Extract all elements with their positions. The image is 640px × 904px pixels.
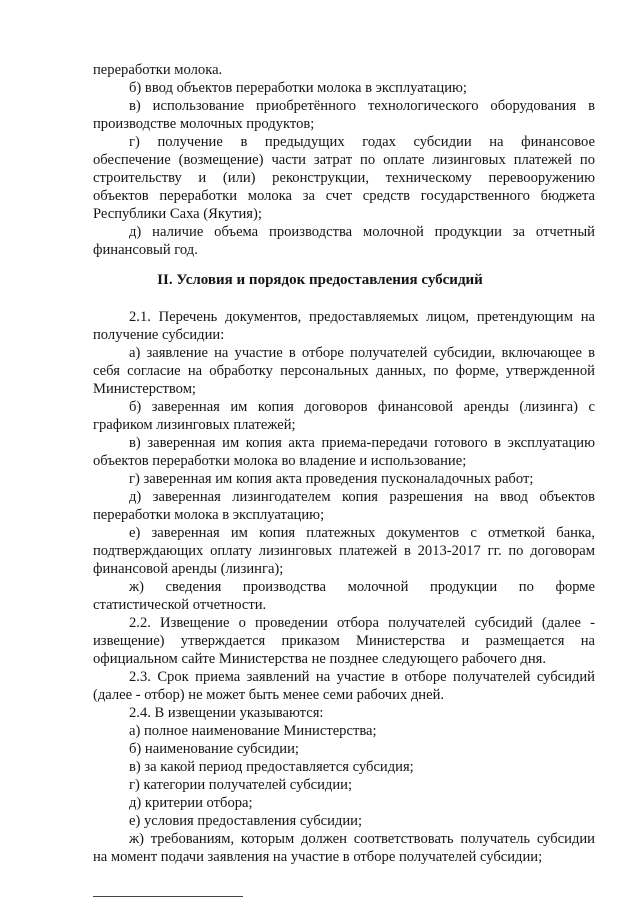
text-line: переработки молока в эксплуатацию; bbox=[93, 507, 325, 523]
text-line: обеспечение (возмещение) части затрат по оплате лизинговых платежей по bbox=[93, 152, 595, 168]
text-line: официальном сайте Министерства не позднее следующего рабочего дня. bbox=[93, 651, 547, 667]
footer-rule bbox=[93, 896, 243, 897]
text-line: себя согласие на обработку персональных данных, по форме, утвержденной bbox=[93, 363, 595, 379]
text-line: б) ввод объектов переработки молока в эксплуатацию; bbox=[129, 80, 467, 96]
text-line: получение субсидии: bbox=[93, 327, 225, 343]
text-line: в) заверенная им копия акта приема-передачи готового в эксплуатацию bbox=[129, 435, 595, 451]
text-line: графиком лизинговых платежей; bbox=[93, 417, 296, 433]
text-line: 2.4. В извещении указываются: bbox=[129, 705, 324, 721]
text-line: финансовой аренды (лизинга); bbox=[93, 561, 284, 577]
text-line: финансовый год. bbox=[93, 242, 198, 258]
text-line: в) использование приобретённого технологического оборудования в bbox=[129, 98, 595, 114]
text-line: д) критерии отбора; bbox=[129, 795, 253, 811]
text-line: производстве молочных продуктов; bbox=[93, 116, 315, 132]
text-line: б) наименование субсидии; bbox=[129, 741, 299, 757]
text-line: б) заверенная им копия договоров финансовой аренды (лизинга) с bbox=[129, 399, 595, 415]
text-line: объектов переработки молока во владение и использование; bbox=[93, 453, 467, 469]
text-line: переработки молока. bbox=[93, 62, 223, 78]
text-line: на момент подачи заявления на участие в отборе получателей субсидии; bbox=[93, 849, 543, 865]
text-line: подтверждающих оплату лизинговых платежей в 2013-2017 гг. по договорам bbox=[93, 543, 595, 559]
text-line: объектов переработки молока за счет средств государственного бюджета bbox=[93, 188, 595, 204]
text-line: е) заверенная им копия платежных документов с отметкой банка, bbox=[129, 525, 595, 541]
text-line: г) получение в предыдущих годах субсидии на финансовое bbox=[129, 134, 595, 150]
text-line: ж) сведения производства молочной продукции по форме bbox=[129, 579, 595, 595]
text-line: г) заверенная им копия акта проведения пусконаладочных работ; bbox=[129, 471, 534, 487]
text-line: г) категории получателей субсидии; bbox=[129, 777, 353, 793]
text-line: строительству и (или) реконструкции, техническому перевооружению bbox=[93, 170, 595, 186]
text-line: Республики Саха (Якутия); bbox=[93, 206, 262, 222]
text-line: статистической отчетности. bbox=[93, 597, 267, 613]
text-line: а) заявление на участие в отборе получателей субсидии, включающее в bbox=[129, 345, 595, 361]
text-line: 2.2. Извещение о проведении отбора получателей субсидий (далее - bbox=[129, 615, 595, 631]
text-line: ж) требованиям, которым должен соответствовать получатель субсидии bbox=[129, 831, 595, 847]
text-line: в) за какой период предоставляется субсидия; bbox=[129, 759, 414, 775]
text-line: д) наличие объема производства молочной продукции за отчетный bbox=[129, 224, 595, 240]
section-title: II. Условия и порядок предоставления субсидий bbox=[157, 272, 483, 288]
text-line: извещение) утверждается приказом Министерства и размещается на bbox=[93, 633, 595, 649]
text-line: 2.1. Перечень документов, предоставляемых лицом, претендующим на bbox=[129, 309, 595, 325]
text-line: е) условия предоставления субсидии; bbox=[129, 813, 363, 829]
text-line: (далее - отбор) не может быть менее семи рабочих дней. bbox=[93, 687, 445, 703]
text-line: а) полное наименование Министерства; bbox=[129, 723, 377, 739]
text-line: 2.3. Срок приема заявлений на участие в отборе получателей субсидий bbox=[129, 669, 595, 685]
text-line: Министерством; bbox=[93, 381, 196, 397]
text-line: д) заверенная лизингодателем копия разрешения на ввод объектов bbox=[129, 489, 595, 505]
